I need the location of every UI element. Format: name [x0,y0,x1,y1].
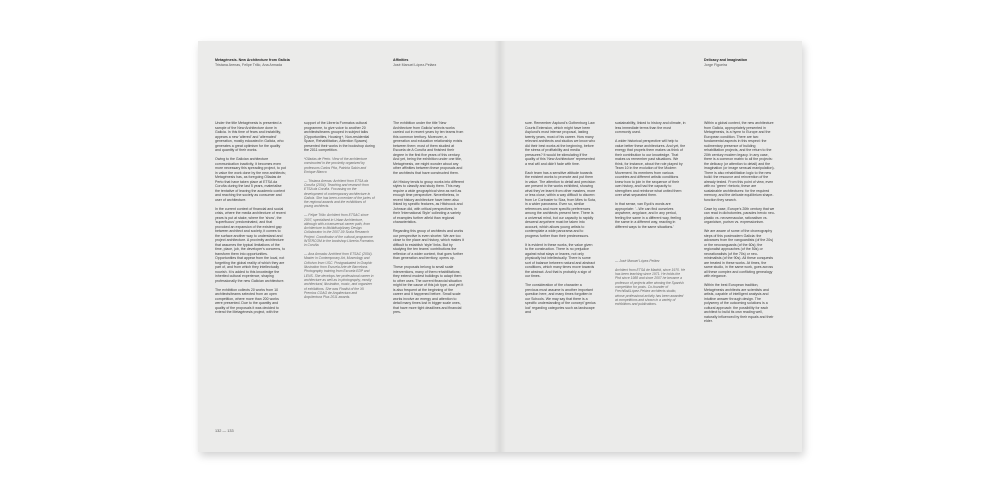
article-authors: José Manuel López-Peláez [393,62,437,67]
article-authors: Tristana Arenas, Felipe Trillo, Ana Armada [215,62,282,67]
article-header-affinities [393,58,493,67]
article-title: Metagénesis. New Architecture from Galicia [215,58,290,62]
text-column-5 [615,121,686,446]
text-column-3 [393,121,464,446]
page-numbers: 132 — 133 [215,429,234,433]
paragraph: The consideration of the character a previous must assume is another important question here, and many times forgotten in our Schools. We may say that there is a specific understanding of the concept 'genius loci' regarding categories such as landscape and [525,283,596,314]
paragraph: Art History tends to group works into different styles to classify and study them. This may require a wide geographical view as well as enough time perspective. Nevertheless, in recent history architecture have been also linked by specific features, as Hitchcock and Johnson did, with critical perspectives, in their 'International Style' collecting a variety of examples further afield than regional characteristics. [393,179,464,224]
author-signature: — José Manuel López-Peláez [615,259,660,263]
paragraph: Under the title Metagénesis is presented a sample of the New Architecture done in Galicia. In this time of fears and instability, appears a new 'altered' and 'alternated' generation, mostly educated in Galicia, who generates a great optimism for the quality and quantity of their works. [215,121,284,152]
text-column-4 [525,121,596,446]
text-column-1 [215,121,286,446]
article-authors: Jorge Figueira [704,62,727,67]
paragraph: Owing to the Galician architecture communication inactivity, it becomes even more necessary this spreading project, to put in value the work done by the new architects; Metagénesis has, as foregoing Olladas de Perto that have taken place at ETSA da Coruña during the last 5 years, materialise the tentative of leaving the academic context and reaching the society as consumer and user of architecture. [215,157,286,202]
paragraph: support of the Librería Formatos cultural programme, to give voice to another 20 architects/teams grouped in subject talks (Opportunities, Housing+, Non-residential Space, Rehabilitation, Attention Spaces) presented their works in the bookshop during the 2011 competition. [304,121,375,152]
book-gutter [494,41,506,452]
paragraph: Each team has a sensitive attitude towards the existent works to promote and put them in value. The attention to detail and precision are present in the works exhibited, showing what they've learnt from other masters, more or less close, within a way difficult to discern: from Le Corbusier to Siza, from Mies to Sota, in a wider panorama. Even so, similar references and more specific preferences among the architects present here. There is a universal mind, but our capacity to rapidly descend anywhere must be taken into account, which allows young artists to contemplate a wide panorama and to progress further than their predecessors. [525,170,596,238]
paragraph: Within the best European tradition, Metagénesis architects are scientists and artists, capable of intelligent analysis and intuitive answer through design. The polysemy of the outcoming solutions is a cultural approach: the possibility for each architect to build its own reading well, naturally influenced by their equals and their elder. [704,283,774,323]
paragraph: We are aware of some of the choreography steps of this postmodern Galicia: the advances from the vanguardists (of the 20s) or the neovanguards (of the 60s); the regionalist approaches (of the 50s) or neorationalists (of the 70s) or neo-minimalists (of the 90s). All these conquests are treated in these works. At times, the same studio, in the same work, goes across all these complex and conflicting genealogy with elegance. [704,229,774,278]
paragraph: sure. Remember Asplund's Gothenburg Law Courts Extension, which might have been Asplund's most intense proposal, lasting twenty years, most of his career. How many relevant architects and studios we know who did their best works at the beginning, before the stress of profitability and media pressures? It would be stimulating if the quality of this 'New Architecture' represented a real will and didn't fade with time. [525,121,596,166]
paragraph: It is evident in these works, the value given to the construction. There is no prejudice against what stays or leaves, not only physically but intellectually. There is some sort of balance between natural and abstract conditions, which many times move towards the abstract. And that is probably a sign of our times. [525,242,595,278]
article-title: Affinities [393,58,409,62]
footnote: *Olladas de Perto. View of the architecture constructed in the proximity organized by professors Carlos Pita, Patricia Sabín and Enrique Blanco [304,157,367,174]
author-bio: — Tristana Arenas: Architect from ETSA da Coruña (2004). Teaching and research from ETSA da Coruña. Focussing on the development of contemporary architecture in Galicia. She has been a member of the juries of the regional awards and the exhibitions of young architects. [304,178,375,209]
article-title: Delicacy and Imagination [704,58,748,62]
author-bio: — Ana Armada: Architect from ETSAC (2004). Master in Contemporary Art, Museology and Criticism from USC. Postgraduated in Graphic Illustration from Escuela Arte de Barcelona. Photography training from Escuela EDP and LENS. She develops her professional career in architecture as well as in photography, mostly architectural, illustration, music, and organizer of exhibitions. She was Finalist of the XII Premios COAG de Arquitectura and Arquitectura Plus 2011 awards. [304,252,374,300]
paragraph: Case by case, Europe's 20th century that we can read in dichotomies, parades heroic neo-plastic vs. neovernacular, rationalism vs. organicism, purism vs. expressionism. [704,206,775,224]
author-bio: Architect from ETSA de Madrid, since 1970. He has been teaching since 1971. He holds the Phd since 1988 and since 2007 he became a professor of projects after winning the Spanish competition for posts. Co-founder of Frechilla&López-Peláez architects studio, whose professional activity has been awarded at competitions and shown in a variety of exhibitions and publications. [615,267,686,307]
paragraph: Within a global context, the new architecture from Galicia, appropriately presented in Metagénesis, is a hymn to Europe and the European condition. There are two fundamental aspects in this respect: the rudimentary presence of building rehabilitation projects, and the return to the 20th century modern legacy. In any case, there is a common matrix to all the projects: the delicacy (or attention to detail) and the imagination (or image sensual manipulation). There is also rehabilitation logic to the new build: the resource and reinvention of the already tested. From this point of view, even with no 'green' rhetoric, these are sustainable architectures: for the required memory, and the delicate equilibrium shape-function they search. [704,121,775,202]
paragraph: In the current context of financial and social crisis, where the media architecture of recent years is put at stake, where the 'show', the 'superfluous' predominated, and that provoked an expansion of the existent gap between architect and society, it comes to the surface another way to understand and project architecture. A proximity architecture that assumes the typical limitations of the time, place, job, the developer's concerns, to transform them into opportunities. Opportunities that appear from the local, not forgetting the global reality of which they are part of, and from which they intellectually nourish. It is added to this knowledge the inherited cultural experience, shaping professionally the new Galician architecture. [215,206,286,283]
paragraph: The exhibition under the title 'New Architecture from Galicia' selects works carried out in recent years by ten teams from this common territory. Moreover, a generation and education relationship exists between them: most of them studied at Escuela de A Coruña and finished their degree in the first five years of this century. And yet, being the exhibition under one title, Metagénesis, we might wonder about any other affinities between these proposals and the architects that have constructed them. [393,121,464,175]
paragraph: These proposals belong to small scale interventions, many of them rehabilitations; they extend modest buildings to adapt them to other uses. The current financial situation might be the cause of this job type, and yet it is also frequent at the beginning of the career and it happened before. Small scale works involve an energy and attention to detail many times lost in bigger scale ones, that have more tight deadlines and financial pres- [393,265,464,314]
article-header-delicacy [704,58,794,67]
text-column-2 [304,121,375,446]
article-header-metagenesis [215,58,355,67]
author-bio: — Felipe Trillo: Architect from ETSAC since 2007, specialised in Urban Architecture, although with a transversal career path, from Architecture to Multidisciplinary Design. Collaborator in the 2007-09 Scala Research Project. Coordinator of the cultural programme INTERCOM in the bookshop Librería Formatos in Coruña. [304,213,374,248]
text-column-6 [704,121,775,446]
paragraph: Regarding this group of architects and works our perspective is even shorter. We are too close to the place and history, which makes it difficult to establish 'style' links. But by studying the ten teams' contributions the reflexion of a wider context, that goes further than generation and territory, opens up. [393,229,464,260]
paragraph: In that sense, van Eyck's words are appropriate: '...We can find ourselves anywhere, anyplace, and in any period, feeling the same in a different way, feeling the same in a different way, reacting in different ways to the same situations.' [615,202,681,229]
paragraph: sustainability, linked to history and climate, in less immediate terms than the most commonly used. [615,121,686,134]
book-spread [198,41,802,452]
paragraph: A wider historical perspective will help to value better these architectures. And yet, the energy that propels them makes us think of their contribution to our knowledge. That makes us remember past situations. We think, for instance, about the role played by Team 10 in the evolution of the Modern Movement. Its members from various countries and different artistic conditions knew how to join in the sequence of their own history, and had the capacity to strengthen and reinforce what united them over what separated them. [615,139,686,197]
paragraph: The exhibition collects 20 works from 10 architects/teams selected from an open competition, where more than 200 works were presented. Due to the quantity and quality of the proposals it was decided to extend the Metagénesis project, with the [215,287,279,314]
